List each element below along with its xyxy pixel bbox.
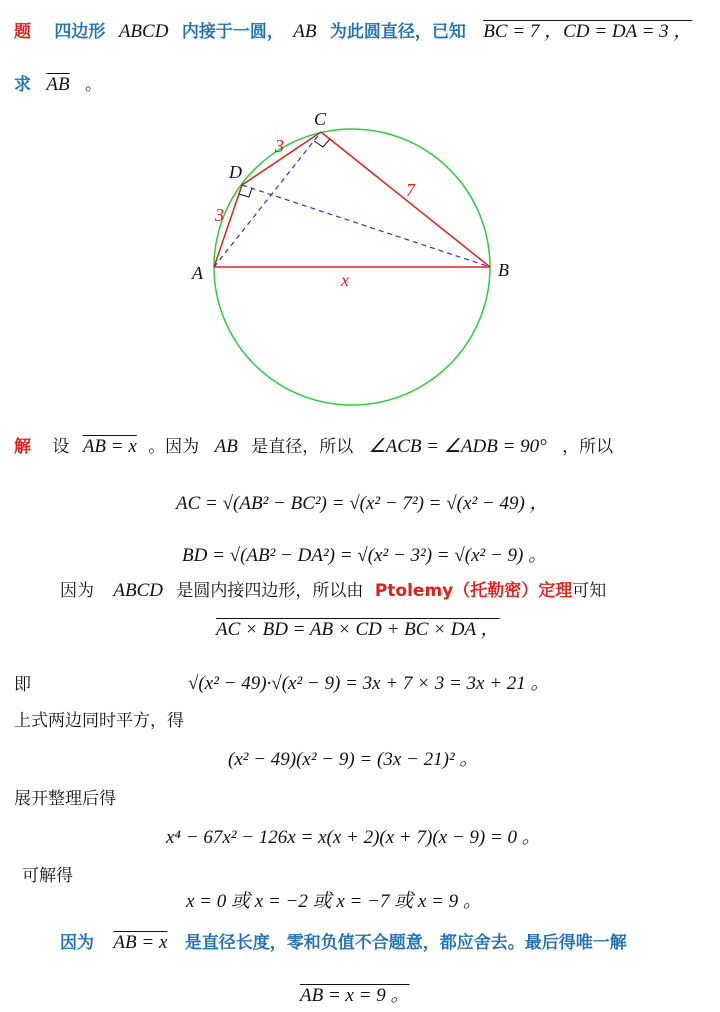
final-answer-text: AB = x = 9 。 bbox=[300, 985, 410, 1006]
solution-tag: 解 bbox=[14, 437, 31, 457]
label-c: C bbox=[314, 109, 327, 129]
length-ab: x bbox=[341, 270, 349, 290]
problem-ask: 求 bbox=[14, 75, 31, 95]
equation-substituted: √(x² − 49)·√(x² − 9) = 3x + 7 × 3 = 3x + 21 。 bbox=[188, 673, 550, 694]
solution-is-diameter: 是直径，所以 bbox=[251, 437, 354, 457]
final-answer bbox=[300, 980, 410, 1007]
problem-tag: 题 bbox=[14, 22, 31, 42]
equation-polynomial: x⁴ − 67x² − 126x = x(x + 2)(x + 7)(x − 9) = 0 。 bbox=[166, 827, 541, 848]
right-angle-c bbox=[314, 139, 330, 147]
diagonal-ac bbox=[214, 132, 321, 267]
cyclic-text-2: 是圆内接四边形，所以由 bbox=[176, 581, 364, 601]
solution-set: 设 bbox=[52, 437, 70, 457]
label-b: B bbox=[498, 260, 509, 280]
conclusion-text-1: 因为 bbox=[60, 933, 94, 953]
conclusion-eq: AB = x bbox=[113, 932, 168, 953]
problem-target: $\overline{AB}$ bbox=[46, 74, 70, 95]
solution-angles: ∠ACB = ∠ADB = 90° bbox=[368, 436, 547, 457]
solution-ab: AB bbox=[214, 436, 238, 457]
length-cd: 3 bbox=[275, 136, 284, 156]
square-text: 上式两边同时平方，得 bbox=[14, 711, 184, 731]
problem-ab: AB bbox=[293, 21, 317, 42]
cyclic-quad: ABCD bbox=[113, 580, 164, 601]
cyclic-text-1: 因为 bbox=[60, 581, 94, 601]
problem-period: 。 bbox=[85, 75, 103, 95]
equation-squared: (x² − 49)(x² − 9) = (3x − 21)² 。 bbox=[228, 749, 479, 770]
solve-text: 可解得 bbox=[22, 866, 73, 886]
geometry-figure bbox=[0, 0, 720, 420]
ptolemy-theorem: Ptolemy（托勒密）定理 bbox=[374, 581, 573, 601]
solution-line-1 bbox=[14, 432, 613, 458]
solution-because: 。因为 bbox=[148, 437, 200, 457]
diagonal-bd bbox=[242, 185, 490, 267]
equation-bd: BD = √(AB² − DA²) = √(x² − 3²) = √(x² − 9) 。 bbox=[182, 545, 548, 566]
problem-text-2: 内接于一圆， bbox=[181, 22, 284, 42]
problem-condition: BC = 7 ，CD = DA = 3 ， bbox=[483, 21, 693, 42]
length-bc: 7 bbox=[406, 180, 415, 200]
cyclic-line bbox=[60, 576, 606, 602]
expand-text: 展开整理后得 bbox=[14, 789, 116, 809]
side-da bbox=[214, 185, 242, 267]
length-da: 3 bbox=[215, 205, 224, 225]
problem-text-1: 四边形 bbox=[54, 22, 106, 42]
solution-so: ，所以 bbox=[562, 437, 614, 457]
conclusion-text-2: 是直径长度，零和负值不合题意，都应舍去。最后得唯一解 bbox=[184, 933, 627, 953]
solution-set-eq: AB = x bbox=[82, 436, 137, 457]
problem-text-3: 为此圆直径，已知 bbox=[329, 22, 466, 42]
problem-quad: ABCD bbox=[118, 21, 169, 42]
label-d: D bbox=[229, 162, 242, 182]
ji-label: 即 bbox=[14, 675, 31, 695]
label-a: A bbox=[192, 263, 203, 283]
conclusion-line bbox=[60, 928, 627, 954]
cyclic-text-3: 可知 bbox=[572, 581, 607, 601]
equation-ac: AC = √(AB² − BC²) = √(x² − 7²) = √(x² − 49) ， bbox=[176, 493, 549, 514]
ptolemy-equation: AC × BD = AB × CD + BC × DA ， bbox=[216, 619, 500, 640]
roots-line: x = 0 或 x = −2 或 x = −7 或 x = 9 。 bbox=[186, 891, 482, 912]
